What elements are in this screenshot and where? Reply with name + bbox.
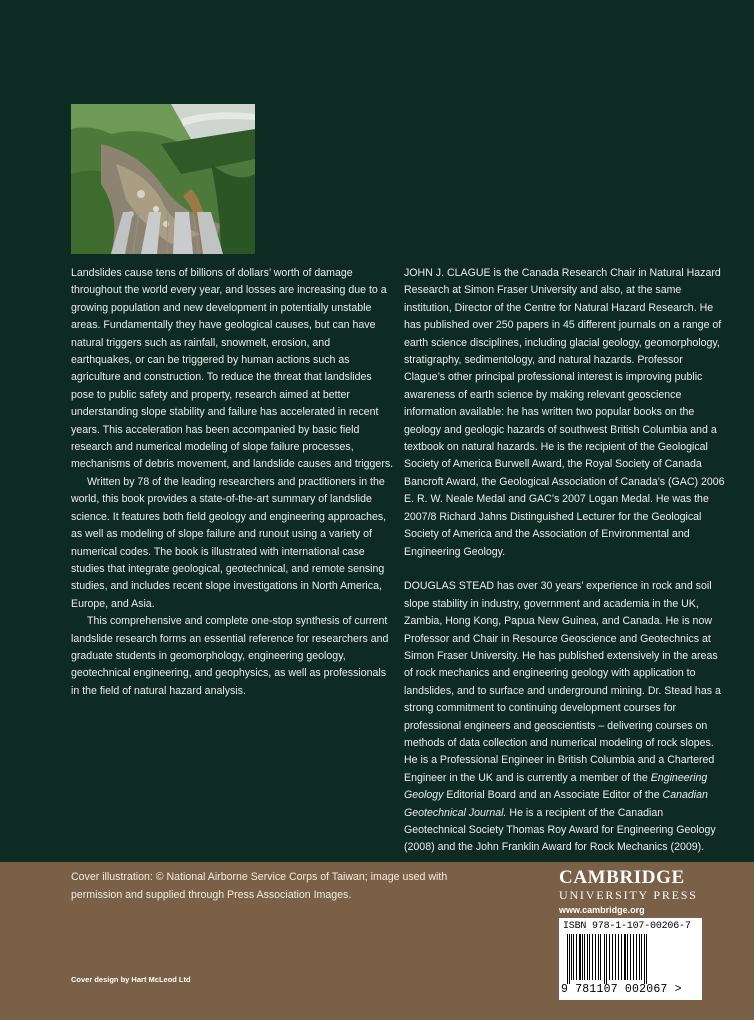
- landslide-photo-icon: [71, 104, 255, 254]
- barcode-bar: [636, 934, 637, 980]
- barcode-bar: [641, 934, 642, 980]
- barcode-bar: [598, 934, 599, 980]
- barcode-number: 9 781107 002067 >: [561, 983, 682, 996]
- barcode-bar: [639, 934, 640, 980]
- barcode-bar: [576, 934, 577, 980]
- barcode-bar: [606, 934, 607, 984]
- isbn-label: ISBN 978-1-107-00206-7: [563, 921, 691, 932]
- barcode-icon: [565, 934, 697, 984]
- barcode-bar: [567, 934, 568, 984]
- barcode-bar: [592, 934, 593, 980]
- barcode-bar: [571, 934, 572, 980]
- barcode-bar: [595, 934, 596, 980]
- barcode-bar: [630, 934, 631, 980]
- barcode-bar: [612, 934, 613, 980]
- barcode-bar: [573, 934, 574, 980]
- barcode-bar: [569, 934, 570, 984]
- stead-bio: [404, 578, 726, 857]
- publisher-subtitle: UNIVERSITY PRESS: [559, 888, 698, 902]
- author-bios: [404, 265, 726, 857]
- book-description: [71, 265, 394, 700]
- barcode-bar: [621, 934, 622, 980]
- barcode-bar: [587, 934, 588, 980]
- barcode-bar: [584, 934, 585, 980]
- isbn-barcode: [559, 918, 702, 1000]
- barcode-bar: [579, 934, 581, 980]
- barcode-bar: [615, 934, 616, 980]
- barcode-bar: [646, 934, 647, 984]
- description-paragraph: Written by 78 of the leading researchers and practitioners in the world, this book provides a state-of-the-art summary of landslide science. It features both field geology and engineering approaches, as well as modeling of slope failure and runout using a variety of numerical codes. The book is illustrated with international case studies that integrate geological, geotechnical, and remote sensing studies, and includes recent slope investigations in North America, Europe, and Asia.: [71, 475, 387, 610]
- barcode-bar: [609, 934, 610, 980]
- cover-footer-band: [0, 862, 754, 1020]
- journal-title: Canadian Geotechnical Journal.: [404, 789, 708, 819]
- barcode-bar: [624, 934, 626, 980]
- description-paragraph: This comprehensive and complete one-stop synthesis of current landslide research forms an essential reference for researchers and graduate students in geomorphology, engineering geology, geotechnical engineering, and geophysics, as well as professionals in the field of natural hazard analysis.: [71, 615, 389, 697]
- publisher-url: www.cambridge.org: [559, 905, 645, 915]
- barcode-bar: [589, 934, 590, 980]
- publisher-logo: [559, 868, 719, 917]
- barcode-bar: [644, 934, 645, 984]
- cover-designer: Cover design by Hart McLeod Ltd: [71, 975, 191, 984]
- journal-title: Engineering Geology: [404, 771, 708, 802]
- clague-bio: JOHN J. CLAGUE is the Canada Research Chair in Natural Hazard Research at Simon Fraser University and also, at the same institution, Director of the Centre for Natural Hazard Research. He has published over 250 papers in 45 different journals on a range of earth science disciplines, including glacial geology, geomorphology, stratigraphy, sedimentology, and natural hazards. Professor Clague’s other principal professional interest is improving public awareness of earth science by making relevant geoscience information available: he has written two popular books on the geology and geologic hazards of southwest British Columbia and a textbook on natural hazards. He is the recipient of the Geological Society of America Burwell Award, the Royal Society of Canada Bancroft Award, the Geological Association of Canada’s (GAC) 2006 E. R. W. Neale Medal and GAC’s 2007 Logan Medal. He was the 2007/8 Richard Jahns Distinguished Lecturer for the Geological Society of America and the Association of Environmental and Engineering Geology.: [404, 267, 725, 558]
- barcode-bar: [604, 934, 605, 984]
- barcode-bar: [618, 934, 619, 980]
- barcode-bar: [582, 934, 583, 980]
- cover-credit: Cover illustration: © National Airborne Service Corps of Taiwan; image used with permission and supplied through Press Association Images.: [71, 871, 448, 901]
- barcode-bar: [627, 934, 628, 980]
- stead-bio-text: Editorial Board and an Associate Editor of the: [443, 789, 663, 802]
- barcode-bar: [633, 934, 634, 980]
- publisher-name: CAMBRIDGE: [559, 867, 685, 888]
- barcode-bar: [600, 934, 601, 980]
- stead-bio-text: DOUGLAS STEAD has over 30 years’ experience in rock and soil slope stability in industry, government and academia in the UK, Zambia, Hong Kong, Papua New Guinea, and Canada. He is now Professor and Chair in Resource Geoscience and Geotechnics at Simon Fraser University. He has published extensively in the areas of rock mechanics and engineering geology with application to landslides, and to surface and underground mining. Dr. Stead has a strong commitment to continuing development courses for professional engineers and geoscientists – delivering courses on methods of data collection and numerical modeling of rock slopes. He is a Professional Engineer in British Columbia and a Chartered Engineer in the UK and is currently a member of the: [404, 580, 721, 784]
- stead-bio-text: He is a recipient of the Canadian Geotechnical Society Thomas Roy Award for Engineering Geology (2008) and the John Franklin Award for Rock Mechanics (2009).: [404, 806, 716, 854]
- description-paragraph: Landslides cause tens of billions of dollars’ worth of damage throughout the world every year, and losses are increasing due to a growing population and new development in potentially unstable areas. Fundamentally they have geological causes, but can have natural triggers such as rainfall, snowmelt, erosion, and earthquakes, or can be triggered by human actions such as agriculture and construction. To reduce the threat that landslides pose to public safety and property, research aimed at better understanding slope stability and failure has accelerated in recent years. This acceleration has been accompanied by basic field research and numerical modeling of slope failure processes, mechanisms of debris movement, and landslide causes and triggers.: [71, 267, 394, 471]
